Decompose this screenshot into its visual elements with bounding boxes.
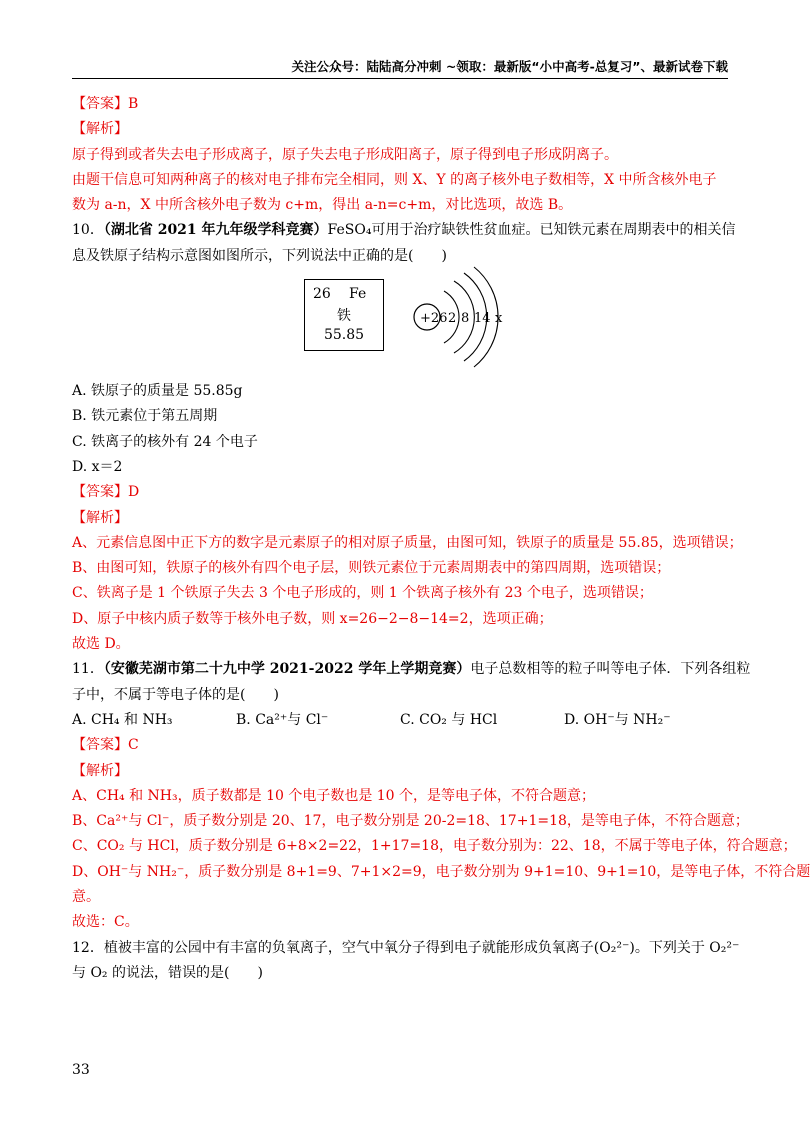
q9-analysis-line: 数为 a-n，X 中所含核外电子数为 c+m，得出 a-n=c+m，对比选项，故选 B。 [72,197,573,214]
q11-analysis-line: 意。 [72,889,100,906]
q9-analysis-line: 由题干信息可知两种离子的核对电子排布完全相同，则 X、Y 的离子核外电子数相等，X 中所含核外电子 [72,171,717,188]
q10-analysis-line: 故选 D。 [72,636,130,653]
q10-stem-line2: 息及铁原子结构示意图如图所示，下列说法中正确的是( ) [72,247,447,264]
question-stem: 电子总数相等的粒子叫等电子体．下列各组粒 [470,661,751,678]
question-number: 11． [72,661,104,678]
answer-value: D [128,484,140,501]
answer-label: 【答案】 [72,96,128,112]
option: B. 铁元素位于第五周期 [72,408,218,425]
q10-analysis-line: D、原子中核内质子数等于核外电子数，则 x=26−2−8−14=2，选项正确； [72,610,553,627]
question-stem: FeSO₄可用于治疗缺铁性贫血症。已知铁元素在周期表中的相关信 [327,222,736,239]
iron-figure [72,269,728,379]
shell-count: 2 [448,311,457,327]
q10-analysis-line: B、由图可知，铁原子的核外有四个电子层，则铁元素位于元素周期表中的第四周期，选项错误； [72,560,671,577]
answer-value: C [128,737,139,754]
question-number: 10． [72,222,104,239]
q11-analysis-line: 故选：C。 [72,914,139,931]
element-symbol: Fe [349,286,367,303]
answer-label: 【答案】 [72,737,128,754]
element-card [304,279,384,351]
atomic-mass: 55.85 [323,327,365,344]
option: D. x＝2 [72,458,123,475]
q11-analysis-line: B、Ca²⁺与 Cl⁻，质子数分别是 20、17，电子数分别是 20-2=18、17+1=18，是等电子体，不符合题意； [72,813,749,830]
q11-analysis-label: 【解析】 [72,762,128,779]
shell-count: 8 [461,311,470,327]
q11-stem-line2: 子中，不属于等电子体的是( ) [72,686,279,703]
option: B. Ca²⁺与 Cl⁻ [236,711,329,728]
header-rule [72,78,728,79]
q10-analysis-line: A、元素信息图中正下方的数字是元素原子的相对原子质量，由图可知，铁原子的质量是 55.85，选项错误； [72,534,743,551]
atom-structure-diagram [402,269,532,379]
q10-analysis-label: 【解析】 [72,509,128,526]
q10-analysis-line: C、铁离子是 1 个铁原子失去 3 个电子形成的，则 1 个铁离子核外有 23 个电子，选项错误； [72,585,653,602]
q10-stem-line1 [72,218,736,243]
question-source: （湖北省 2021 年九年级学科竞赛） [103,222,328,239]
q10-answer [72,480,728,505]
option: C. CO₂ 与 HCl [400,711,498,728]
nucleus-charge: +26 [420,311,448,327]
q9-analysis-line: 原子得到或者失去电子形成离子，原子失去电子形成阳离子，原子得到电子形成阴离子。 [72,146,618,163]
shell-count: 14 [474,311,491,327]
page-header: 关注公众号：陆陆高分冲刺 ~领取：最新版“小中高考-总复习”、最新试卷下载 [291,59,728,74]
page-number: 33 [72,1062,90,1078]
option: A. CH₄ 和 NH₃ [72,711,173,728]
q11-answer [72,733,728,758]
option: C. 铁离子的核外有 24 个电子 [72,433,258,450]
q12-stem-line2: 与 O₂ 的说法，错误的是( ) [72,964,263,981]
q11-stem-line1 [72,657,751,682]
q11-options-row [72,708,728,733]
shell-count: x [495,311,503,327]
answer-label: 【答案】 [72,484,128,501]
option: A. 铁原子的质量是 55.85g [72,383,243,400]
document-body [72,92,810,986]
q9-analysis-label: 【解析】 [72,121,128,138]
answer-value: B [128,96,139,112]
atomic-number: 26 [313,286,331,303]
element-name: 铁 [337,308,351,325]
option: D. OH⁻与 NH₂⁻ [564,711,671,728]
q11-analysis-line: A、CH₄ 和 NH₃，质子数都是 10 个电子数也是 10 个，是等电子体，不符合题意； [72,787,596,804]
q11-analysis-line: D、OH⁻与 NH₂⁻，质子数分别是 8+1=9、7+1×2=9，电子数分别为 9+1=10、9+1=10，是等电子体，不符合题 [72,863,810,880]
q9-answer [72,92,728,117]
question-source: （安徽芜湖市第二十九中学 2021-2022 学年上学期竞赛） [103,661,471,678]
q12-stem-line1: 12．植被丰富的公园中有丰富的负氧离子，空气中氧分子得到电子就能形成负氧离子(O₂²⁻)。下列关于 O₂²⁻ [72,939,740,956]
q11-analysis-line: C、CO₂ 与 HCl，质子数分别是 6+8×2=22，1+17=18，电子数分别为：22、18，不属于等电子体，符合题意； [72,838,797,855]
